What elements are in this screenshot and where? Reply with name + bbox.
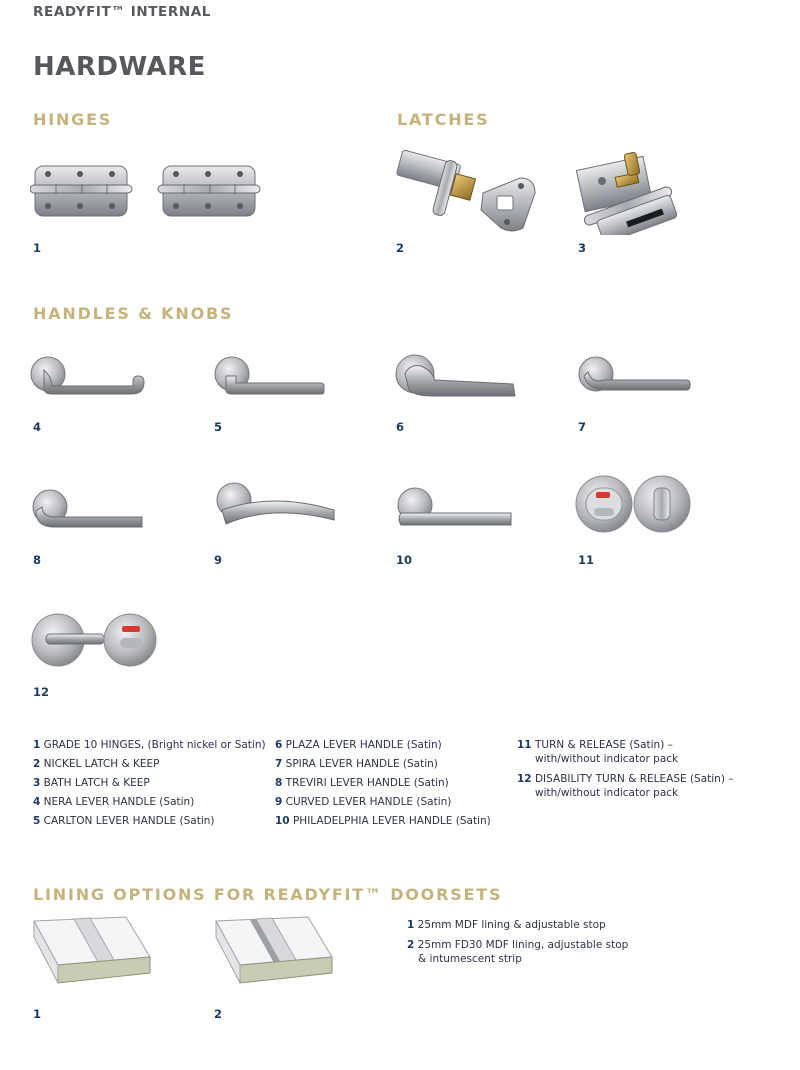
item-number-2: 2 (396, 241, 405, 255)
legend-item-5: 5 CARLTON LEVER HANDLE (Satin) (33, 815, 215, 827)
brand-label: READYFIT™ INTERNAL (33, 4, 212, 20)
lining-number-1: 1 (33, 1007, 42, 1021)
item-number-10: 10 (396, 553, 413, 567)
legend-item-8: 8 TREVIRI LEVER HANDLE (Satin) (275, 777, 449, 789)
curved-lever-image (212, 480, 340, 535)
disability-turn-release-image (30, 612, 160, 672)
item-number-6: 6 (396, 420, 405, 434)
item-number-1: 1 (33, 241, 42, 255)
treviri-lever-image (30, 485, 150, 535)
legend-item-12: 12 DISABILITY TURN & RELEASE (Satin) – with/without indicator pack (517, 773, 734, 799)
legend-column-1 (33, 736, 266, 831)
lining-legend-item-1: 1 25mm MDF lining & adjustable stop (407, 919, 606, 931)
item-number-3: 3 (578, 241, 587, 255)
lining-legend-item-2: 2 25mm FD30 MDF lining, adjustable stop & intumescent strip (407, 939, 629, 965)
legend-item-10: 10 PHILADELPHIA LEVER HANDLE (Satin) (275, 815, 491, 827)
legend-item-9: 9 CURVED LEVER HANDLE (Satin) (275, 796, 452, 808)
item-number-7: 7 (578, 420, 587, 434)
section-title-lining: LINING OPTIONS FOR READYFIT™ DOORSETS (33, 885, 503, 904)
item-number-12: 12 (33, 685, 50, 699)
legend-item-1: 1 GRADE 10 HINGES, (Bright nickel or Satin) (33, 739, 266, 751)
carlton-lever-image (210, 350, 330, 400)
legend-column-3 (517, 736, 787, 800)
legend-item-6: 6 PLAZA LEVER HANDLE (Satin) (275, 739, 442, 751)
legend-item-11: 11 TURN & RELEASE (Satin) – with/without indicator pack (517, 739, 679, 765)
legend-item-4: 4 NERA LEVER HANDLE (Satin) (33, 796, 195, 808)
section-title-latches: LATCHES (397, 110, 490, 129)
item-number-4: 4 (33, 420, 42, 434)
item-number-5: 5 (214, 420, 223, 434)
lining-option-1-image (32, 915, 157, 990)
section-title-handles: HANDLES & KNOBS (33, 304, 234, 323)
turn-release-image (574, 474, 694, 534)
lining-number-2: 2 (214, 1007, 223, 1021)
item-number-9: 9 (214, 553, 223, 567)
philadelphia-lever-image (393, 485, 518, 535)
page-title: HARDWARE (33, 52, 206, 82)
lining-legend (407, 918, 767, 966)
legend-item-2: 2 NICKEL LATCH & KEEP (33, 758, 160, 770)
item-number-8: 8 (33, 553, 42, 567)
plaza-lever-image (393, 350, 521, 400)
nera-lever-image (30, 350, 150, 400)
hinges-image (30, 160, 265, 222)
legend-item-3: 3 BATH LATCH & KEEP (33, 777, 150, 789)
latch-image (395, 148, 540, 233)
spira-lever-image (574, 350, 694, 400)
legend-item-7: 7 SPIRA LEVER HANDLE (Satin) (275, 758, 438, 770)
bath-latch-image (576, 145, 681, 235)
lining-option-2-image (214, 915, 339, 990)
section-title-hinges: HINGES (33, 110, 113, 129)
legend-column-2 (275, 736, 491, 831)
item-number-11: 11 (578, 553, 595, 567)
